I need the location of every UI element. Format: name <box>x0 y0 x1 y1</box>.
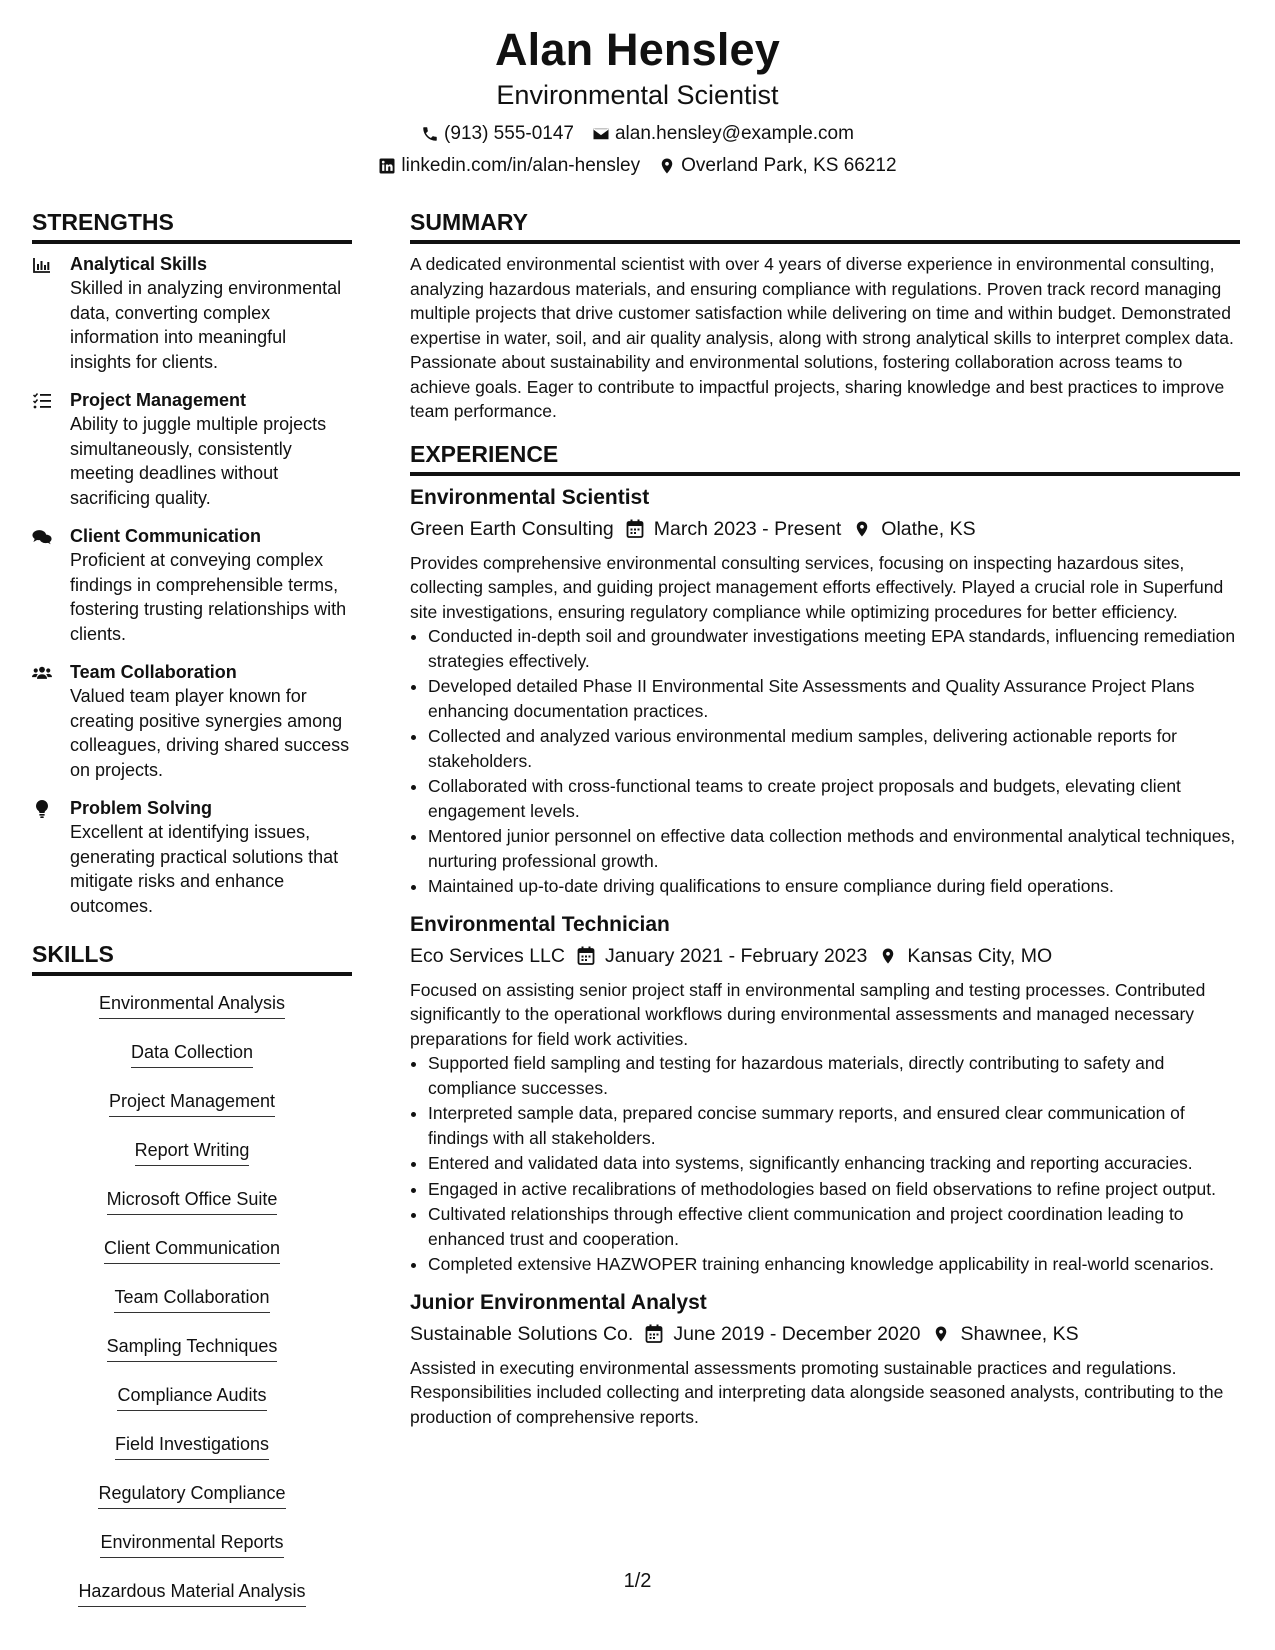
job-bullet: • Conducted in-depth soil and groundwater investigations meeting EPA standards, influencing remediation strategies effectively. <box>428 624 1240 673</box>
job-bullet: • Entered and validated data into systems, significantly enhancing tracking and reporting accuracies. <box>428 1151 1240 1176</box>
strength-title: Problem Solving <box>70 798 213 818</box>
job-location: Kansas City, MO <box>907 944 1053 967</box>
calendar-icon <box>614 519 654 539</box>
resume-header <box>0 0 1275 178</box>
company-name: Green Earth Consulting <box>410 517 614 540</box>
contact-row <box>0 122 1275 146</box>
page-number: 1/2 <box>623 1570 652 1592</box>
job-title: Junior Environmental Analyst <box>410 1290 707 1314</box>
strength-item <box>32 524 352 646</box>
job-bullets <box>410 1051 1240 1277</box>
strength-desc: Skilled in analyzing environmental data, converting complex information into meaningful insights for clients. <box>70 278 342 372</box>
job-bullet: • Developed detailed Phase II Environmental Site Assessments and Quality Assurance Project Plans enhancing documentation practices. <box>428 674 1240 723</box>
job-description: Focused on assisting senior project staff in environmental sampling and testing processes. Contributed significantly to the operational workflows during environmental assessments and managed necessary preparations for field work activities. <box>410 979 1206 1049</box>
job-bullets <box>410 624 1240 899</box>
job-description: Assisted in executing environmental assessments promoting sustainable practices and regulations. Responsibilities included collecting and interpreting data alongside seasoned analysts, contributing to the production of comprehensive reports. <box>410 1357 1224 1427</box>
lightbulb-icon <box>32 796 70 918</box>
strength-title: Analytical Skills <box>70 254 208 274</box>
job-bullet: • Engaged in active recalibrations of methodologies based on field observations to refine project output. <box>428 1177 1240 1202</box>
company-name: Sustainable Solutions Co. <box>410 1322 634 1345</box>
phone-text: (913) 555-0147 <box>444 123 574 144</box>
skill-tag: Environmental Reports <box>100 1530 283 1558</box>
map-pin-icon <box>658 157 676 175</box>
strength-item <box>32 388 352 510</box>
job-bullet: • Completed extensive HAZWOPER training enhancing knowledge applicability in real-world scenarios. <box>428 1252 1240 1277</box>
skill-tag: Environmental Analysis <box>99 991 285 1019</box>
job-meta <box>410 515 1240 543</box>
skill-tag: Field Investigations <box>115 1432 269 1460</box>
job-entry <box>410 911 1240 1277</box>
job-bullet: • Mentored junior personnel on effective data collection methods and environmental analytical techniques, nurturing professional growth. <box>428 824 1240 873</box>
list-check-icon <box>32 388 70 510</box>
strength-desc: Valued team player known for creating positive synergies among colleagues, driving shared success on projects. <box>70 686 350 780</box>
summary-text: A dedicated environmental scientist with over 4 years of diverse experience in environmental consulting, analyzing hazardous materials, and ensuring compliance with regulations. Proven track record managing multiple projects that drive customer satisfaction while delivering on time and within budget. Demonstrated expertise in water, soil, and air quality analysis, along with strong analytical skills to interpret complex data. Passionate about sustainability and environmental solutions, fostering collaboration across teams to achieve goals. Eager to contribute to impactful projects, sharing knowledge and best practices to improve team performance. <box>410 254 1234 421</box>
calendar-icon <box>565 946 605 966</box>
skills-list <box>32 984 352 1615</box>
skills-heading: SKILLS <box>32 940 352 976</box>
job-dates: June 2019 - December 2020 <box>673 1322 921 1345</box>
right-column <box>410 208 1240 1621</box>
job-bullet: • Interpreted sample data, prepared concise summary reports, and ensured clear communication of findings with all stakeholders. <box>428 1101 1240 1150</box>
skill-tag: Report Writing <box>135 1138 250 1166</box>
contact-row-2 <box>0 154 1275 178</box>
skill-tag: Microsoft Office Suite <box>107 1187 278 1215</box>
job-bullet: • Supported field sampling and testing for hazardous materials, directly contributing to safety and compliance successes. <box>428 1051 1240 1100</box>
skill-tag: Client Communication <box>104 1236 280 1264</box>
job-location: Shawnee, KS <box>960 1322 1079 1345</box>
strength-item <box>32 796 352 918</box>
job-location: Olathe, KS <box>881 517 976 540</box>
job-entry <box>410 1289 1240 1430</box>
calendar-icon <box>633 1324 673 1344</box>
job-entry <box>410 484 1240 899</box>
bar-chart-icon <box>32 252 70 374</box>
contact-phone <box>421 122 574 146</box>
summary-heading: SUMMARY <box>410 208 1240 244</box>
linkedin-icon <box>378 157 396 175</box>
email-text[interactable]: alan.hensley@example.com <box>614 123 854 144</box>
map-pin-icon <box>841 519 881 539</box>
linkedin-text[interactable]: linkedin.com/in/alan-hensley <box>401 155 641 176</box>
comments-icon <box>32 524 70 646</box>
candidate-name: Alan Hensley <box>494 24 780 75</box>
job-dates: March 2023 - Present <box>653 517 842 540</box>
skill-tag: Project Management <box>109 1089 275 1117</box>
strength-desc: Proficient at conveying complex findings in comprehensible terms, fostering trusting relationships with clients. <box>70 550 347 644</box>
map-pin-icon <box>920 1324 960 1344</box>
job-dates: January 2021 - February 2023 <box>604 944 868 967</box>
strength-title: Project Management <box>70 390 247 410</box>
skill-tag: Team Collaboration <box>114 1285 269 1313</box>
skill-tag: Data Collection <box>131 1040 253 1068</box>
job-bullet: • Cultivated relationships through effective client communication and project coordination leading to enhanced trust and cooperation. <box>428 1202 1240 1251</box>
job-meta <box>410 942 1240 970</box>
skill-tag: Hazardous Material Analysis <box>78 1579 305 1607</box>
location-text: Overland Park, KS 66212 <box>681 155 897 176</box>
experience-heading: EXPERIENCE <box>410 440 1240 476</box>
skill-tag: Regulatory Compliance <box>98 1481 285 1509</box>
strength-desc: Ability to juggle multiple projects simultaneously, consistently meeting deadlines without sacrificing quality. <box>70 414 327 508</box>
job-title: Environmental Scientist <box>410 485 650 509</box>
content-columns <box>32 208 1243 1621</box>
envelope-icon <box>592 125 610 143</box>
phone-icon <box>421 125 439 143</box>
left-column <box>32 208 352 1621</box>
candidate-title: Environmental Scientist <box>496 80 779 110</box>
job-title: Environmental Technician <box>410 912 670 936</box>
job-description: Provides comprehensive environmental consulting services, focusing on inspecting hazardous sites, collecting samples, and guiding project management efforts effectively. Played a crucial role in Superfund site investigations, ensuring regulatory compliance while optimizing procedures for better efficiency. <box>410 552 1224 622</box>
users-icon <box>32 660 70 782</box>
job-bullet: • Collected and analyzed various environmental medium samples, delivering actionable reports for stakeholders. <box>428 724 1240 773</box>
company-name: Eco Services LLC <box>410 944 565 967</box>
skill-tag: Compliance Audits <box>117 1383 266 1411</box>
contact-location <box>658 154 896 178</box>
strength-item <box>32 660 352 782</box>
job-meta <box>410 1320 1240 1348</box>
strength-item <box>32 252 352 374</box>
job-bullet: • Collaborated with cross-functional teams to create project proposals and budgets, elevating client engagement levels. <box>428 774 1240 823</box>
map-pin-icon <box>867 946 907 966</box>
contact-email[interactable] <box>592 122 854 146</box>
contact-linkedin[interactable] <box>378 154 640 178</box>
strength-title: Client Communication <box>70 526 262 546</box>
strengths-heading: STRENGTHS <box>32 208 352 244</box>
strength-desc: Excellent at identifying issues, generating practical solutions that mitigate risks and enhance outcomes. <box>70 822 339 916</box>
job-bullet: • Maintained up-to-date driving qualifications to ensure compliance during field operations. <box>428 874 1240 899</box>
strength-title: Team Collaboration <box>70 662 237 682</box>
skill-tag: Sampling Techniques <box>107 1334 278 1362</box>
